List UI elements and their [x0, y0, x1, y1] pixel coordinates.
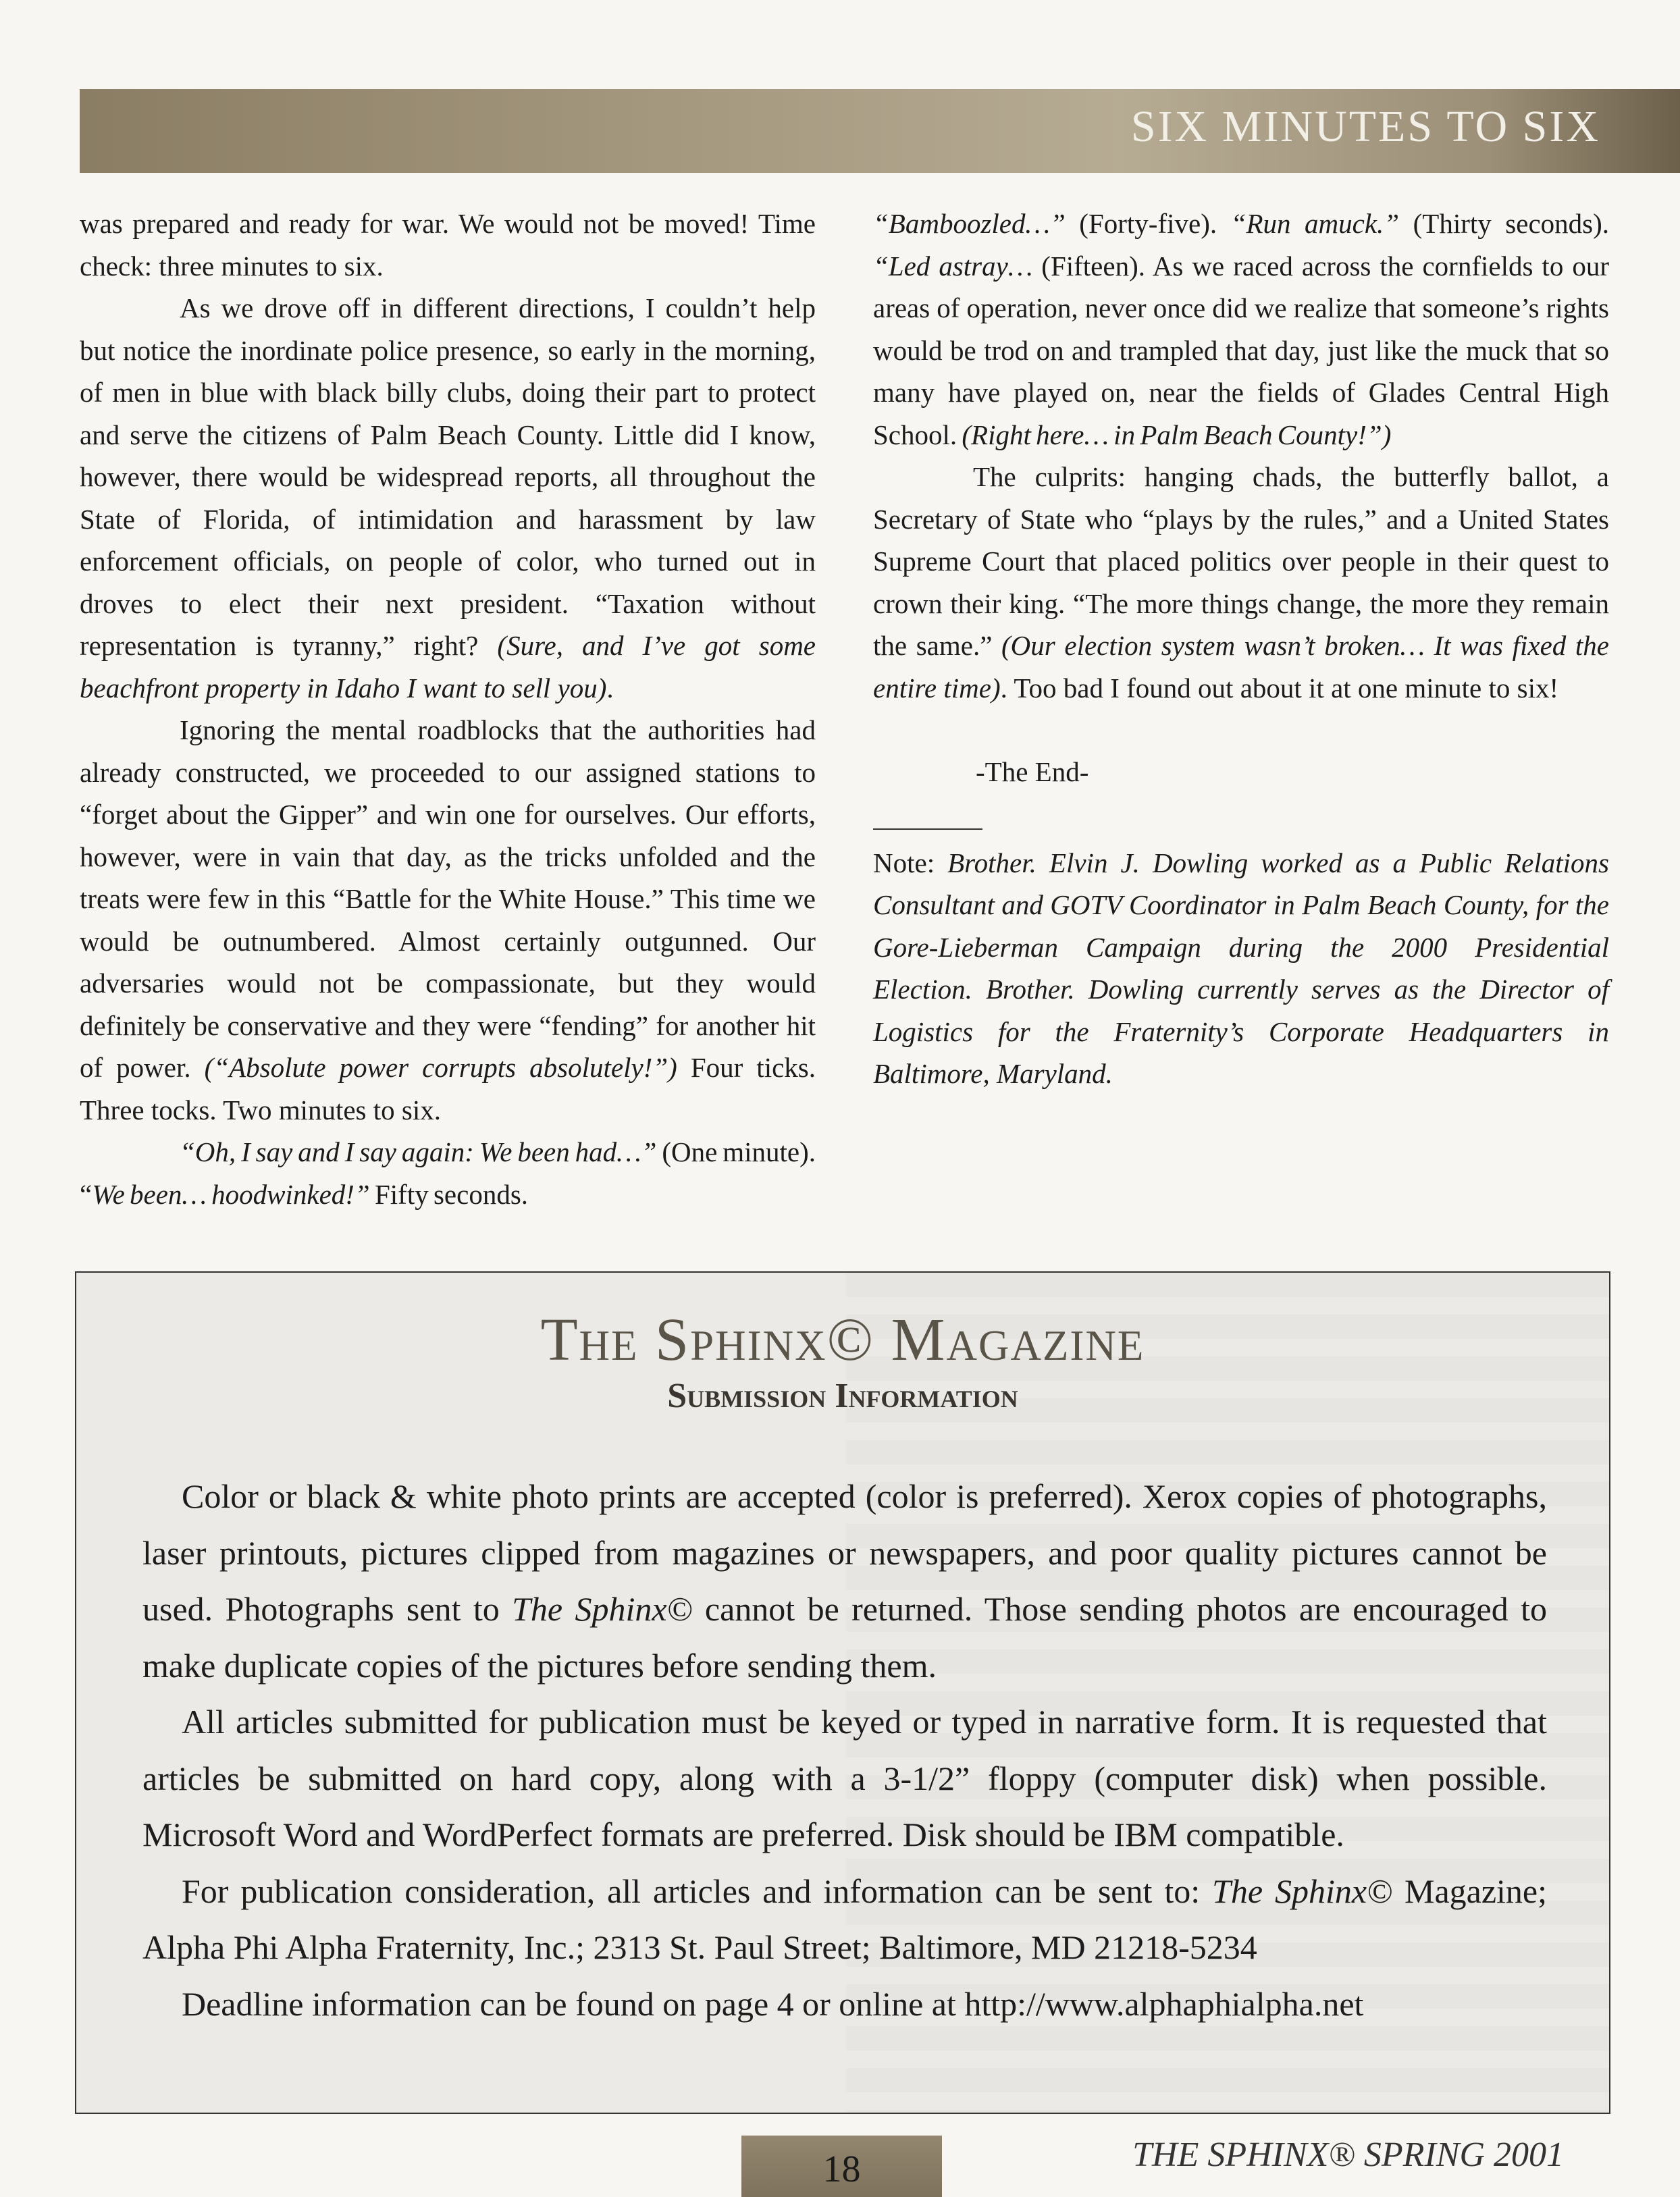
issue-footer: THE SPHINX® SPRING 2001	[1132, 2136, 1564, 2174]
paragraph-text: .	[606, 672, 614, 704]
italic-quote: “Oh, I say and I say again: We been had…”	[180, 1136, 657, 1167]
footnote-divider	[873, 828, 982, 830]
magazine-name: The Sphinx©	[1212, 1872, 1393, 1910]
article-right-column	[873, 203, 1609, 1095]
section-header-band	[80, 89, 1680, 173]
submission-paragraph: All articles submitted for publication must be keyed or typed in narrative form. It is requested that articles be submitted on hard copy, along with a 3-1/2” floppy (computer disk) when possible. Microsoft Word and WordPerfect formats are preferred. Disk should be IBM compatible.	[142, 1703, 1547, 1853]
paragraph-text: Ignoring the mental roadblocks that the authorities had already constructed, we proceeded to our assigned stations to “forget about the Gipper” and win one for ourselves. Our efforts, however, were in vain that day, as the tricks unfolded and the treats were few in this “Battle for the White House.” This time we would be outnumbered. Almost certainly outgunned. Our adversaries would not be compassionate, but they would definitely be conservative and they were “fending” for another hit of power.	[80, 714, 816, 1083]
italic-quote: “Run amuck.”	[1230, 208, 1400, 239]
note-label: Note:	[873, 847, 948, 878]
article-paragraph: was prepared and ready for war. We would not be moved! Time check: three minutes to six.	[80, 208, 816, 282]
submission-subtitle: Submission Information	[667, 1377, 1018, 1415]
section-title: SIX MINUTES TO SIX	[1130, 102, 1600, 151]
the-end-marker: -The End-	[976, 756, 1089, 787]
italic-quote: “Led astray…	[873, 250, 1033, 282]
article-left-column	[80, 203, 816, 1215]
submission-info-box	[75, 1271, 1610, 2114]
paragraph-text: cannot be returned. Those sending photos are encouraged to make duplicate copies of the pictures before sending them.	[142, 1590, 1547, 1685]
page-number: 18	[822, 2148, 861, 2190]
paragraph-text: Fifty seconds.	[369, 1178, 529, 1210]
submission-paragraph	[142, 1863, 1547, 1976]
note-text: Brother. Elvin J. Dowling worked as a Public Relations Consultant and GOTV Coordinator in Palm Beach County, for the Gore-Lieberman Campaign during the 2000 Presidential Election. Brother. Dowling currently serves as the Director of Logistics for the Fraternity’s Corporate Headquarters in Baltimore, Maryland.	[873, 847, 1609, 1089]
paragraph-text: Four ticks. Three tocks. Two minutes to six.	[80, 1052, 816, 1126]
italic-quote: We been… hoodwinked!”	[92, 1178, 370, 1210]
submission-paragraph: Deadline information can be found on page 4 or online at http://www.alphaphialpha.net	[182, 1984, 1364, 2023]
paragraph-text: (Forty-five).	[1065, 208, 1231, 239]
paragraph-text: Magazine; Alpha Phi Alpha Fraternity, Inc.; 2313 St. Paul Street; Baltimore, MD 21218-5234	[142, 1872, 1548, 1966]
italic-aside: (Sure, and I’ve got some beachfront property in Idaho I want to sell you)	[80, 630, 816, 704]
article-paragraph	[80, 287, 816, 709]
paragraph-text: . Too bad I found out about it at one minute to six!	[1000, 672, 1559, 704]
article-paragraph	[873, 456, 1609, 709]
submission-body	[142, 1468, 1547, 2032]
paragraph-text: (Fifteen). As we raced across the cornfields to our areas of operation, never once did we realize that someone’s rights would be trod on and trampled that day, just like the muck that so many have played on, near the fields of Glades Central High School.	[873, 250, 1609, 450]
article-paragraph	[80, 1131, 816, 1215]
submission-paragraph	[142, 1468, 1547, 1694]
author-note	[873, 842, 1609, 1095]
paragraph-text: As we drove off in different directions, I couldn’t help but notice the inordinate police presence, so early in the morning, of men in blue with black billy clubs, doing their part to protect and serve the citizens of Palm Beach County. Little did I know, however, there would be widespread reports, all throughout the State of Florida, of intimidation and harassment by law enforcement officials, on people of color, who turned out in droves to elect their next president. “Taxation without representation is tyranny,” right?	[80, 292, 816, 661]
paragraph-text: (Thirty seconds).	[1399, 208, 1610, 239]
magazine-title: The Sphinx© Magazine	[540, 1306, 1145, 1373]
article-paragraph	[80, 709, 816, 1131]
article-paragraph	[873, 203, 1609, 456]
magazine-name: The Sphinx©	[512, 1590, 693, 1628]
italic-aside: (Our election system wasn’t broken… It was fixed the entire time)	[873, 630, 1609, 704]
page-number-tab	[741, 2136, 942, 2197]
paragraph-text: The culprits: hanging chads, the butterfly ballot, a Secretary of State who “plays by the rules,” and a United States Supreme Court that placed politics over people in their quest to crown their king. “The more things change, the more they remain the same.”	[873, 461, 1609, 661]
paragraph-text: For publication consideration, all articles and information can be sent to:	[182, 1872, 1213, 1910]
italic-quote: “Bamboozled…”	[873, 208, 1066, 239]
italic-aside: (“Absolute power corrupts absolutely!”)	[204, 1052, 677, 1083]
paragraph-text: (One minute). “	[80, 1136, 816, 1210]
paragraph-text: Color or black & white photo prints are accepted (color is preferred). Xerox copies of photographs, laser printouts, pictures clipped from magazines or newspapers, and poor quality pictures cannot be used. Photographs sent to	[142, 1477, 1547, 1628]
italic-aside: (Right here… in Palm Beach County!”)	[962, 419, 1392, 450]
